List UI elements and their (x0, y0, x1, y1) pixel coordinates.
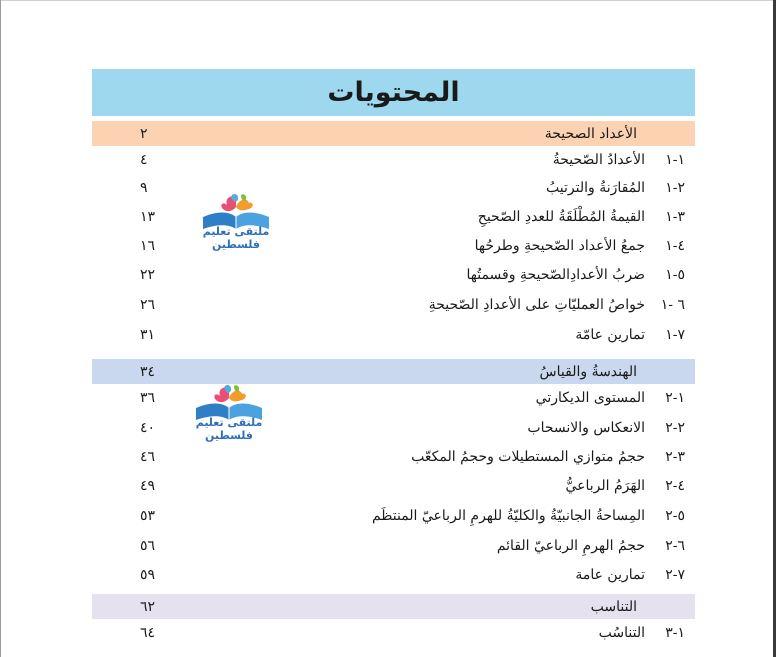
lesson-number: ٥-٢ (665, 508, 685, 524)
lesson-page: ٤٩ (140, 478, 156, 494)
lesson-title: القيمةُ المُطْلَقَةُ للعددِ الصّحيحِ (477, 209, 645, 225)
lesson-number: ٢-٢ (665, 420, 685, 436)
window-left-edge (0, 0, 1, 657)
title-bar (92, 69, 695, 116)
lesson-page: ٣٦ (140, 390, 156, 406)
lesson-page: ١٣ (140, 209, 156, 225)
lesson-title: حجمُ متوازي المستطيلات وحجمُ المكعّب (411, 449, 645, 465)
lesson-row[interactable] (92, 533, 695, 559)
lesson-row[interactable] (92, 473, 695, 499)
lesson-row[interactable] (92, 503, 695, 529)
lesson-number: ٤-١ (665, 238, 685, 254)
lesson-page: ٥٩ (140, 567, 156, 583)
unit-page: ٢ (140, 125, 148, 142)
lesson-row[interactable] (92, 444, 695, 470)
lesson-row[interactable] (92, 620, 695, 646)
lesson-page: ٤٦ (140, 449, 156, 465)
lesson-row[interactable] (92, 292, 695, 318)
lesson-row[interactable] (92, 562, 695, 588)
lesson-number: ١-٢ (665, 390, 685, 406)
lesson-row[interactable] (92, 147, 695, 173)
lesson-page: ٩ (140, 180, 148, 196)
watermark-logo (170, 384, 288, 442)
lesson-title: الهَرَمُ الرباعيُّ (565, 478, 645, 494)
unit-header-integers[interactable] (92, 121, 695, 146)
lesson-page: ٦٤ (140, 625, 156, 641)
lesson-page: ٥٣ (140, 508, 156, 524)
logo-label: ملتقى تعليم فلسطين (195, 416, 263, 442)
lesson-number: ٥-١ (665, 267, 685, 283)
lesson-title: المُقارَنةُ والترتيبُ (546, 180, 645, 196)
lesson-number: ٦-٢ (665, 538, 685, 554)
lesson-title: الانعكاس والانسحاب (527, 420, 645, 436)
lesson-page: ٣١ (140, 327, 156, 343)
lesson-title: ضربُ الأعدادِالصّحيحةِ وقسمتُها (466, 267, 645, 283)
unit-name: الهندسةُ والقياسُ (539, 363, 637, 380)
logo-label: ملتقى تعليم فلسطين (202, 225, 270, 251)
unit-header-geometry[interactable] (92, 359, 695, 384)
lesson-number: ٢-١ (665, 180, 685, 196)
lesson-page: ٤٠ (140, 420, 156, 436)
unit-page: ٣٤ (140, 363, 156, 380)
watermark-logo (177, 193, 295, 251)
lesson-number: ١-٣ (665, 625, 685, 641)
lesson-title: المِساحةُ الجانبيّةُ والكليّةُ للهرمِ الرباعيّ المنتظَم (371, 508, 645, 524)
lesson-number: ٧-٢ (665, 567, 685, 583)
lesson-page: ١٦ (140, 238, 156, 254)
lesson-title: المستوى الديكارتي (535, 390, 645, 406)
lesson-number: ٦ -١ (660, 297, 685, 313)
unit-header-proportion[interactable] (92, 594, 695, 619)
lesson-number: ١-١ (665, 152, 685, 168)
window-top-edge (0, 0, 776, 1)
lesson-page: ٥٦ (140, 538, 156, 554)
lesson-title: جمعُ الأعداد الصّحيحةِ وطرحُها (474, 238, 645, 254)
lesson-title: خواصُ العمليّاتِ على الأعدادِ الصّحيحةِ (428, 297, 645, 313)
unit-page: ٦٢ (140, 598, 156, 615)
lesson-title: حجمُ الهرمِ الرباعيّ القائم (496, 538, 645, 554)
unit-name: التناسب (590, 598, 637, 615)
lesson-number: ٣-٢ (665, 449, 685, 465)
lesson-title: الأعدادُ الصّحيحةُ (552, 152, 645, 168)
contents-page (92, 69, 695, 657)
lesson-page: ٢٢ (140, 267, 156, 283)
lesson-row[interactable] (92, 262, 695, 288)
lesson-number: ٣-١ (665, 209, 685, 225)
lesson-title: تمارين عامّة (575, 327, 645, 343)
unit-name: الأعداد الصحيحة (544, 125, 637, 142)
lesson-row[interactable] (92, 322, 695, 348)
lesson-number: ٧-١ (665, 327, 685, 343)
lesson-title: التناسُب (598, 625, 645, 641)
lesson-number: ٤-٢ (665, 478, 685, 494)
page-title: المحتويات (327, 77, 460, 108)
lesson-page: ٢٦ (140, 297, 156, 313)
lesson-title: تمارين عامة (575, 567, 645, 583)
lesson-page: ٤ (140, 152, 148, 168)
